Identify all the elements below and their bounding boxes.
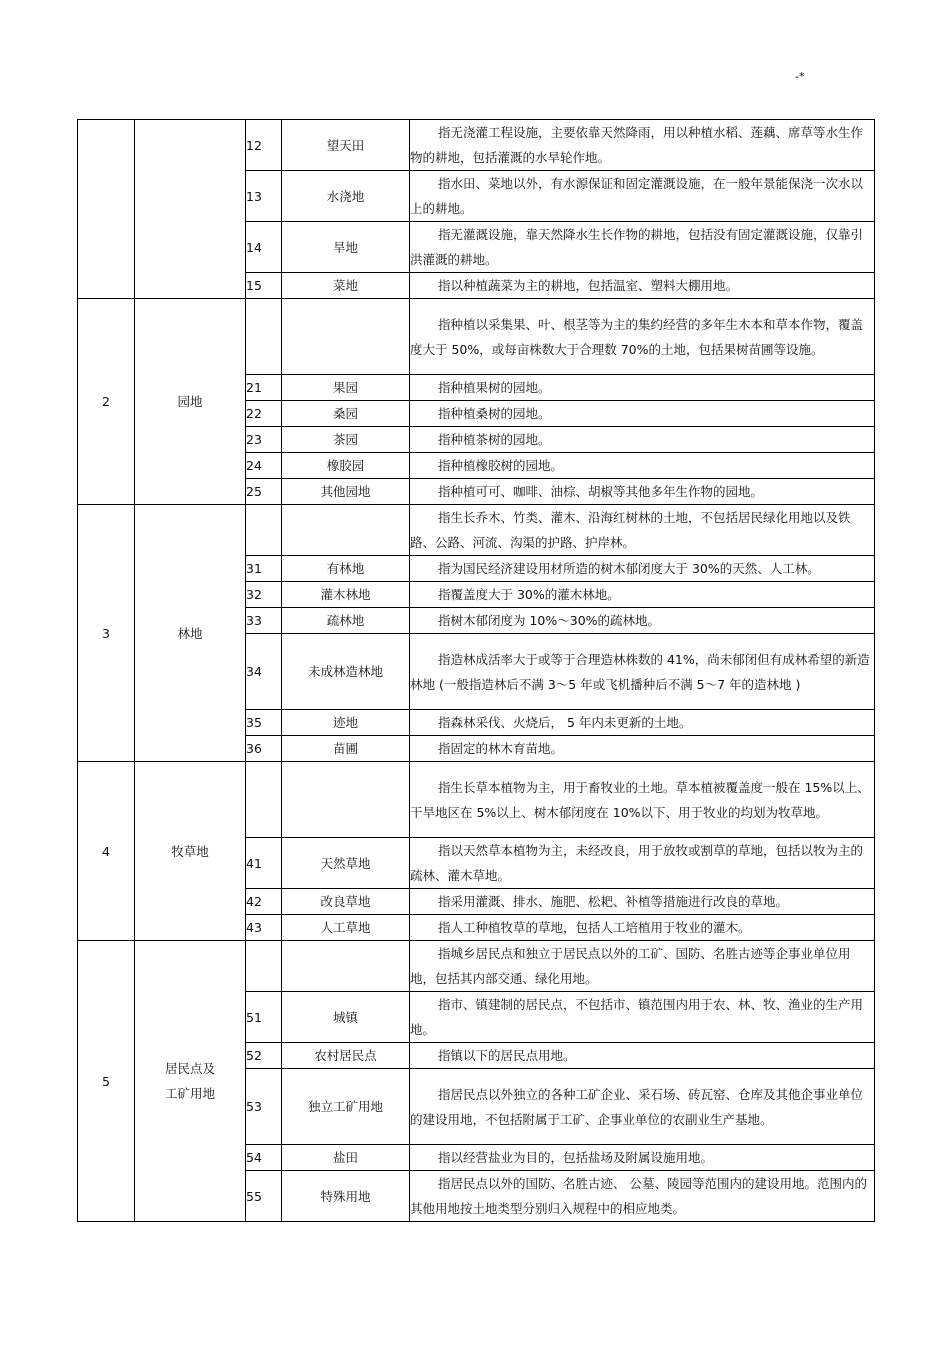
description-text: 指市、镇建制的居民点，不包括市、镇范围内用于农、林、牧、渔业的生产用地。	[410, 997, 864, 1037]
subcategory-code: 14	[246, 222, 282, 273]
subcategory-name: 天然草地	[282, 838, 410, 889]
subcategory-name	[282, 762, 410, 838]
table-row	[78, 762, 875, 838]
description-cell	[410, 401, 875, 427]
table-row	[78, 505, 875, 556]
category-name: 园地	[135, 299, 246, 505]
subcategory-name: 苗圃	[282, 736, 410, 762]
description-cell	[410, 992, 875, 1043]
description-cell	[410, 556, 875, 582]
subcategory-code: 32	[246, 582, 282, 608]
description-text: 指种植桑树的园地。	[438, 406, 551, 421]
category-name: 牧草地	[135, 762, 246, 941]
description-cell	[410, 1171, 875, 1222]
subcategory-code: 51	[246, 992, 282, 1043]
subcategory-code: 24	[246, 453, 282, 479]
subcategory-code: 36	[246, 736, 282, 762]
description-text: 指居民点以外独立的各种工矿企业、采石场、砖瓦窑、仓库及其他企事业单位的建设用地，不包括附属于工矿、企事业单位的农副业生产基地。	[410, 1086, 864, 1127]
table-row	[78, 299, 875, 375]
description-cell	[410, 838, 875, 889]
description-text: 指森林采伐、火烧后， 5 年内未更新的土地。	[438, 715, 692, 730]
subcategory-name: 水浇地	[282, 171, 410, 222]
description-text: 指人工种植牧草的草地，包括人工培植用于牧业的灌木。	[438, 920, 751, 935]
subcategory-code: 23	[246, 427, 282, 453]
subcategory-code: 53	[246, 1069, 282, 1145]
description-cell	[410, 1069, 875, 1145]
description-text: 指覆盖度大于 30%的灌木林地。	[438, 587, 620, 602]
subcategory-code: 33	[246, 608, 282, 634]
description-cell	[410, 736, 875, 762]
description-cell	[410, 634, 875, 710]
description-cell	[410, 427, 875, 453]
subcategory-name: 农村居民点	[282, 1043, 410, 1069]
description-cell	[410, 1145, 875, 1171]
subcategory-code: 21	[246, 375, 282, 401]
description-text: 指树木郁闭度为 10%～30%的疏林地。	[438, 613, 661, 628]
description-cell	[410, 1043, 875, 1069]
table-row	[78, 120, 875, 171]
description-cell	[410, 299, 875, 375]
subcategory-name: 有林地	[282, 556, 410, 582]
subcategory-code: 41	[246, 838, 282, 889]
description-text: 指种植橡胶树的园地。	[438, 458, 564, 473]
subcategory-code: 43	[246, 915, 282, 941]
subcategory-name: 独立工矿用地	[282, 1069, 410, 1145]
description-cell	[410, 762, 875, 838]
description-text: 指生长草本植物为主，用于畜牧业的土地。草本植被覆盖度一般在 15%以上、干旱地区在 5%以上、树木郁闭度在 10%以下、用于牧业的均划为牧草地。	[410, 779, 870, 820]
subcategory-code: 55	[246, 1171, 282, 1222]
subcategory-name	[282, 941, 410, 992]
category-number: 4	[78, 762, 135, 941]
description-text: 指固定的林木育苗地。	[438, 741, 564, 756]
category-number: 5	[78, 941, 135, 1222]
table-body	[78, 120, 875, 1222]
subcategory-code: 13	[246, 171, 282, 222]
subcategory-name: 特殊用地	[282, 1171, 410, 1222]
category-name	[135, 120, 246, 299]
description-cell	[410, 915, 875, 941]
subcategory-name: 桑园	[282, 401, 410, 427]
subcategory-code: 22	[246, 401, 282, 427]
subcategory-name: 未成林造林地	[282, 634, 410, 710]
subcategory-name	[282, 299, 410, 375]
category-number: 3	[78, 505, 135, 762]
subcategory-code	[246, 505, 282, 556]
subcategory-code: 35	[246, 710, 282, 736]
subcategory-name: 盐田	[282, 1145, 410, 1171]
category-number: 2	[78, 299, 135, 505]
description-cell	[410, 608, 875, 634]
description-cell	[410, 710, 875, 736]
description-text: 指以天然草本植物为主，未经改良，用于放牧或割草的草地，包括以牧为主的疏林、灌木草地。	[410, 843, 864, 883]
description-text: 指种植可可、咖啡、油棕、胡椒等其他多年生作物的园地。	[438, 484, 764, 499]
description-text: 指居民点以外的国防、名胜古迹、 公墓、陵园等范围内的建设用地。范围内的其他用地按土地类型分别归入规程中的相应地类。	[410, 1176, 867, 1216]
description-text: 指城乡居民点和独立于居民点以外的工矿、国防、名胜古迹等企事业单位用地，包括其内部交通、绿化用地。	[410, 946, 851, 986]
subcategory-name: 橡胶园	[282, 453, 410, 479]
category-name: 居民点及工矿用地	[135, 941, 246, 1222]
description-cell	[410, 120, 875, 171]
subcategory-code: 42	[246, 889, 282, 915]
land-classification-table	[77, 119, 875, 1222]
subcategory-name: 灌木林地	[282, 582, 410, 608]
subcategory-name: 茶园	[282, 427, 410, 453]
table-row	[78, 941, 875, 992]
description-cell	[410, 273, 875, 299]
subcategory-name: 城镇	[282, 992, 410, 1043]
description-text: 指无浇灌工程设施，主要依靠天然降雨，用以种植水稻、莲藕、席草等水生作物的耕地，包括灌溉的水旱轮作地。	[410, 125, 864, 165]
description-cell	[410, 453, 875, 479]
description-cell	[410, 505, 875, 556]
description-text: 指生长乔木、竹类、灌木、沿海红树林的土地，不包括居民绿化用地以及铁路、公路、河流、沟渠的护路、护岸林。	[410, 510, 851, 550]
subcategory-name: 改良草地	[282, 889, 410, 915]
description-cell	[410, 479, 875, 505]
subcategory-name: 迹地	[282, 710, 410, 736]
page-mark: -*	[795, 70, 805, 83]
description-text: 指为国民经济建设用材所造的树木郁闭度大于 30%的天然、人工林。	[438, 561, 820, 576]
description-text: 指种植以采集果、叶、根茎等为主的集约经营的多年生木本和草本作物，覆盖度大于 50%，或每亩株数大于合理数 70%的土地，包括果树苗圃等设施。	[410, 316, 864, 357]
description-text: 指无灌溉设施，靠天然降水生长作物的耕地，包括没有固定灌溉设施，仅靠引洪灌溉的耕地。	[410, 227, 864, 267]
subcategory-name: 其他园地	[282, 479, 410, 505]
subcategory-code: 52	[246, 1043, 282, 1069]
subcategory-name: 人工草地	[282, 915, 410, 941]
subcategory-name: 果园	[282, 375, 410, 401]
description-text: 指镇以下的居民点用地。	[438, 1048, 576, 1063]
description-text: 指水田、菜地以外，有水源保证和固定灌溉设施，在一般年景能保浇一次水以上的耕地。	[410, 176, 864, 216]
description-cell	[410, 222, 875, 273]
description-cell	[410, 889, 875, 915]
description-cell	[410, 171, 875, 222]
subcategory-code: 31	[246, 556, 282, 582]
subcategory-code: 54	[246, 1145, 282, 1171]
category-number	[78, 120, 135, 299]
description-cell	[410, 941, 875, 992]
description-text: 指种植茶树的园地。	[438, 432, 551, 447]
subcategory-code	[246, 941, 282, 992]
description-cell	[410, 582, 875, 608]
subcategory-name: 旱地	[282, 222, 410, 273]
description-text: 指采用灌溉、排水、施肥、松耙、补植等措施进行改良的草地。	[438, 894, 789, 909]
subcategory-code	[246, 762, 282, 838]
subcategory-name: 菜地	[282, 273, 410, 299]
subcategory-code: 34	[246, 634, 282, 710]
description-text: 指以经营盐业为目的，包括盐场及附属设施用地。	[438, 1150, 714, 1165]
description-text: 指种植果树的园地。	[438, 380, 551, 395]
category-name: 林地	[135, 505, 246, 762]
subcategory-name: 望天田	[282, 120, 410, 171]
subcategory-code: 25	[246, 479, 282, 505]
subcategory-code: 12	[246, 120, 282, 171]
subcategory-name: 疏林地	[282, 608, 410, 634]
description-text: 指以种植蔬菜为主的耕地，包括温室、塑料大棚用地。	[438, 278, 739, 293]
subcategory-code: 15	[246, 273, 282, 299]
description-cell	[410, 375, 875, 401]
subcategory-code	[246, 299, 282, 375]
subcategory-name	[282, 505, 410, 556]
description-text: 指造林成活率大于或等于合理造林株数的 41%，尚未郁闭但有成林希望的新造林地 (一般指造林后不满 3～5 年或飞机播种后不满 5～7 年的造林地 )	[410, 651, 870, 692]
